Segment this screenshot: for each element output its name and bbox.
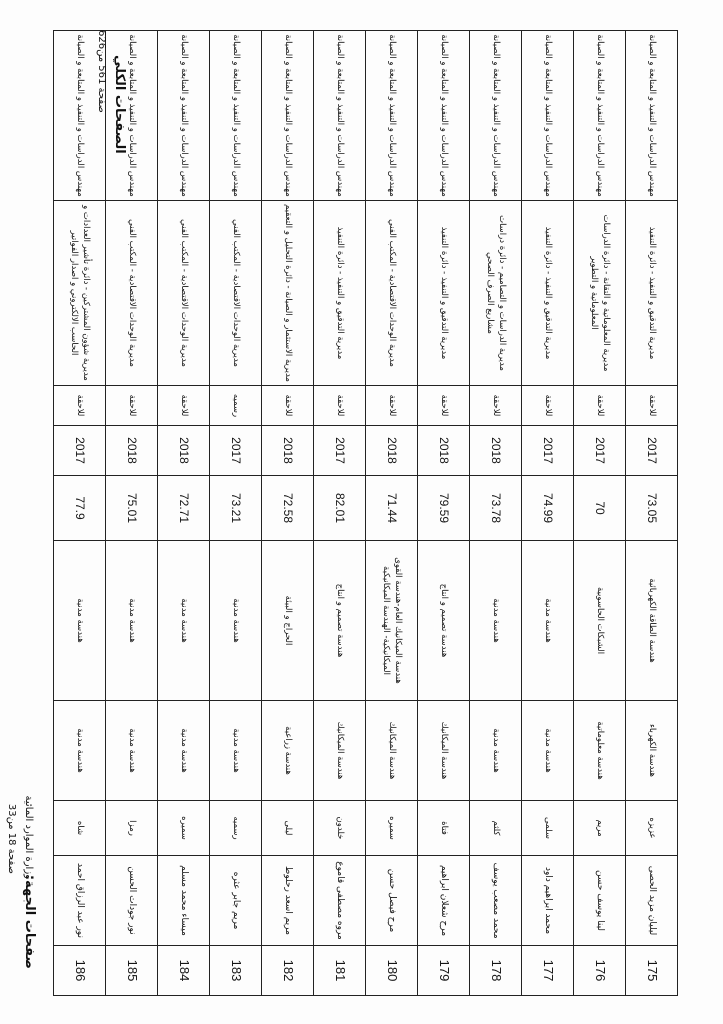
row-number-cell: 175 xyxy=(626,946,678,996)
directorate-cell: مديرية الاستثمار و الصيانة - دائرة التحليل و التعقيم xyxy=(262,201,314,386)
branch-cell: الشبكات الحاسوبية xyxy=(574,541,626,701)
table-row xyxy=(210,31,262,996)
full-name-cell: مريم اسعد رحلوط xyxy=(262,856,314,946)
branch-cell: هندسة الميكانيك العام-هندسة القوى الميكانيكية- الهندسة الميكانيكية xyxy=(366,541,418,701)
total-pages-label: الصفحات الكلي xyxy=(112,55,127,154)
status-cell: للاحقة xyxy=(314,386,366,426)
status-cell: رسميه xyxy=(210,386,262,426)
status-cell: للاحقة xyxy=(522,386,574,426)
row-number-cell: 181 xyxy=(314,946,366,996)
graduation-year-cell: 2018 xyxy=(106,426,158,476)
graduation-score-cell: 74.99 xyxy=(522,476,574,541)
graduation-year-cell: 2017 xyxy=(522,426,574,476)
graduation-score-cell: 73.05 xyxy=(626,476,678,541)
table-row xyxy=(158,31,210,996)
graduation-score-cell: 70 xyxy=(574,476,626,541)
table-row xyxy=(314,31,366,996)
branch-cell: هندسة الطاقة الكهربائية xyxy=(626,541,678,701)
row-number-cell: 186 xyxy=(54,946,106,996)
full-name-cell: مريم جابر عثره xyxy=(210,856,262,946)
status-cell: للاحقة xyxy=(106,386,158,426)
full-name-cell: محمد مصعب يوسف xyxy=(470,856,522,946)
graduation-year-cell: 2017 xyxy=(574,426,626,476)
mother-name-cell: سميره xyxy=(158,801,210,856)
job-title-cell: مهندس الدراسات و التنفيذ و المتابعة و الصيانة xyxy=(522,31,574,201)
directorate-cell: مديرية التدقيق و التنفيذ - دائرة التنفيذ xyxy=(522,201,574,386)
graduation-score-cell: 73.78 xyxy=(470,476,522,541)
graduation-score-cell: 79.59 xyxy=(418,476,470,541)
directorate-cell: مديرية الوحدات الاقتصادية - المكتب الفني xyxy=(210,201,262,386)
table-body xyxy=(54,31,678,996)
branch-cell: هندسة مدنية xyxy=(470,541,522,701)
mother-name-cell: سلمى xyxy=(522,801,574,856)
specialty-cell: هندسة الميكانيك xyxy=(366,701,418,801)
job-title-cell: مهندس الدراسات و التنفيذ و المتابعة و الصيانة xyxy=(314,31,366,201)
graduation-year-cell: 2018 xyxy=(158,426,210,476)
full-name-cell: نور عبد الرزاق احمد xyxy=(54,856,106,946)
specialty-cell: هندسة مدنية xyxy=(106,701,158,801)
specialty-cell: هندسة معلوماتية xyxy=(574,701,626,801)
specialty-cell: هندسة مدنية xyxy=(522,701,574,801)
total-page-count: صفحة 561 من626 xyxy=(96,30,107,113)
graduation-year-cell: 2018 xyxy=(418,426,470,476)
directorate-cell: مديرية التدقيق و التنفيذ - دائرة التنفيذ xyxy=(626,201,678,386)
table-row xyxy=(366,31,418,996)
job-title-cell: مهندس الدراسات و التنفيذ و المتابعة و الصيانة xyxy=(418,31,470,201)
branch-cell: هندسة تصميم و انتاج xyxy=(314,541,366,701)
row-number-cell: 183 xyxy=(210,946,262,996)
directorate-cell: مديرية التدقيق و التنفيذ - دائرة التنفيذ xyxy=(418,201,470,386)
row-number-cell: 184 xyxy=(158,946,210,996)
branch-cell: هندسة مدنية xyxy=(106,541,158,701)
mother-name-cell: رسميه xyxy=(210,801,262,856)
graduation-year-cell: 2018 xyxy=(470,426,522,476)
full-name-cell: مرح شعلان ابراهيم xyxy=(418,856,470,946)
status-cell: للاحقة xyxy=(54,386,106,426)
row-number-cell: 185 xyxy=(106,946,158,996)
job-title-cell: مهندس الدراسات و التنفيذ و المتابعة و الصيانة xyxy=(210,31,262,201)
applicants-table xyxy=(53,30,678,996)
graduation-score-cell: 71.44 xyxy=(366,476,418,541)
branch-cell: هندسة مدنية xyxy=(158,541,210,701)
full-name-cell: محمد ابراهيم داود xyxy=(522,856,574,946)
mother-name-cell: سميره xyxy=(366,801,418,856)
job-title-cell: مهندس الدراسات و التنفيذ و المتابعة و الصيانة xyxy=(158,31,210,201)
mother-name-cell: مريم xyxy=(574,801,626,856)
row-number-cell: 182 xyxy=(262,946,314,996)
directorate-cell: مديرية شؤون المشتركين - دائرة تأشير العدادات و الحاسب الالكتروني و اصدار الفواتير xyxy=(54,201,106,386)
full-name-cell: لينا يوسف حسن xyxy=(574,856,626,946)
full-name-cell: ميساء محمد مسلم xyxy=(158,856,210,946)
specialty-cell: هندسة زراعية xyxy=(262,701,314,801)
status-cell: للاحقة xyxy=(418,386,470,426)
job-title-cell: مهندس الدراسات و التنفيذ و المتابعة و الصيانة xyxy=(106,31,158,201)
row-number-cell: 180 xyxy=(366,946,418,996)
entity-page-count: صفحة 18 من33 xyxy=(6,803,17,874)
status-cell: للاحقة xyxy=(470,386,522,426)
entity-name: وزارة الموارد المائية xyxy=(23,795,34,879)
full-name-cell: مروه مصطفى قاموع xyxy=(314,856,366,946)
graduation-score-cell: 82.01 xyxy=(314,476,366,541)
specialty-cell: هندسة مدنية xyxy=(470,701,522,801)
graduation-year-cell: 2018 xyxy=(262,426,314,476)
mother-name-cell: خلدون xyxy=(314,801,366,856)
directorate-cell: مديرية الوحدات الاقتصادية - المكتب الفني xyxy=(106,201,158,386)
table-row xyxy=(522,31,574,996)
branch-cell: هندسة تصميم و انتاج xyxy=(418,541,470,701)
status-cell: للاحقة xyxy=(574,386,626,426)
mother-name-cell: ليلى xyxy=(262,801,314,856)
mother-name-cell: فتاة xyxy=(418,801,470,856)
job-title-cell: مهندس الدراسات و التنفيذ و المتابعة و الصيانة xyxy=(262,31,314,201)
specialty-cell: هندسة الكهرباء xyxy=(626,701,678,801)
table-row xyxy=(418,31,470,996)
graduation-score-cell: 72.58 xyxy=(262,476,314,541)
table-row xyxy=(574,31,626,996)
table-row xyxy=(262,31,314,996)
status-cell: للاحقة xyxy=(262,386,314,426)
mother-name-cell: كلثم xyxy=(470,801,522,856)
branch-cell: هندسة مدنية xyxy=(210,541,262,701)
specialty-cell: هندسة الميكانيك xyxy=(314,701,366,801)
branch-cell: هندسة مدنية xyxy=(522,541,574,701)
job-title-cell: مهندس الدراسات و التنفيذ و المتابعة و الصيانة xyxy=(626,31,678,201)
row-number-cell: 179 xyxy=(418,946,470,996)
graduation-year-cell: 2017 xyxy=(54,426,106,476)
table-row xyxy=(106,31,158,996)
mother-name-cell: عزيزه xyxy=(626,801,678,856)
table-row xyxy=(626,31,678,996)
graduation-year-cell: 2017 xyxy=(314,426,366,476)
specialty-cell: هندسة مدنية xyxy=(158,701,210,801)
specialty-cell: هندسة مدنية xyxy=(54,701,106,801)
row-number-cell: 177 xyxy=(522,946,574,996)
branch-cell: الحراج و البيئة xyxy=(262,541,314,701)
directorate-cell: مديرية المعلوماتية و التقانة - دائرة الدراسات المعلوماتية و التطوير xyxy=(574,201,626,386)
graduation-year-cell: 2018 xyxy=(366,426,418,476)
row-number-cell: 178 xyxy=(470,946,522,996)
directorate-cell: مديرية الوحدات الاقتصادية - المكتب الفني xyxy=(158,201,210,386)
graduation-year-cell: 2017 xyxy=(626,426,678,476)
graduation-score-cell: 77.9 xyxy=(54,476,106,541)
graduation-score-cell: 72.71 xyxy=(158,476,210,541)
directorate-cell: مديرية الوحدات الاقتصادية - المكتب الفني xyxy=(366,201,418,386)
full-name-cell: نور جودات الحسن xyxy=(106,856,158,946)
specialty-cell: هندسة الميكانيك xyxy=(418,701,470,801)
mother-name-cell: رمزا xyxy=(106,801,158,856)
directorate-cell: مديرية الدراسات و التصاميم - دائرة دراسات مشاريع الصرف الصحي xyxy=(470,201,522,386)
status-cell: للاحقة xyxy=(626,386,678,426)
graduation-score-cell: 73.21 xyxy=(210,476,262,541)
table-row xyxy=(470,31,522,996)
job-title-cell: مهندس الدراسات و التنفيذ و المتابعة و الصيانة xyxy=(54,31,106,201)
graduation-year-cell: 2017 xyxy=(210,426,262,476)
status-cell: للاحقة xyxy=(158,386,210,426)
entity-pages-label: صفحات الجهة: xyxy=(22,874,37,969)
job-title-cell: مهندس الدراسات و التنفيذ و المتابعة و الصيانة xyxy=(366,31,418,201)
job-title-cell: مهندس الدراسات و التنفيذ و المتابعة و الصيانة xyxy=(574,31,626,201)
directorate-cell: مديرية التدقيق و التنفيذ - دائرة التنفيذ xyxy=(314,201,366,386)
graduation-score-cell: 75.01 xyxy=(106,476,158,541)
full-name-cell: مرح فيصل حسن xyxy=(366,856,418,946)
job-title-cell: مهندس الدراسات و التنفيذ و المتابعة و الصيانة xyxy=(470,31,522,201)
branch-cell: هندسة مدنية xyxy=(54,541,106,701)
table-row xyxy=(54,31,106,996)
status-cell: للاحقة xyxy=(366,386,418,426)
specialty-cell: هندسة مدنية xyxy=(210,701,262,801)
mother-name-cell: شاه xyxy=(54,801,106,856)
full-name-cell: ليليان مزيد الحصى xyxy=(626,856,678,946)
row-number-cell: 176 xyxy=(574,946,626,996)
